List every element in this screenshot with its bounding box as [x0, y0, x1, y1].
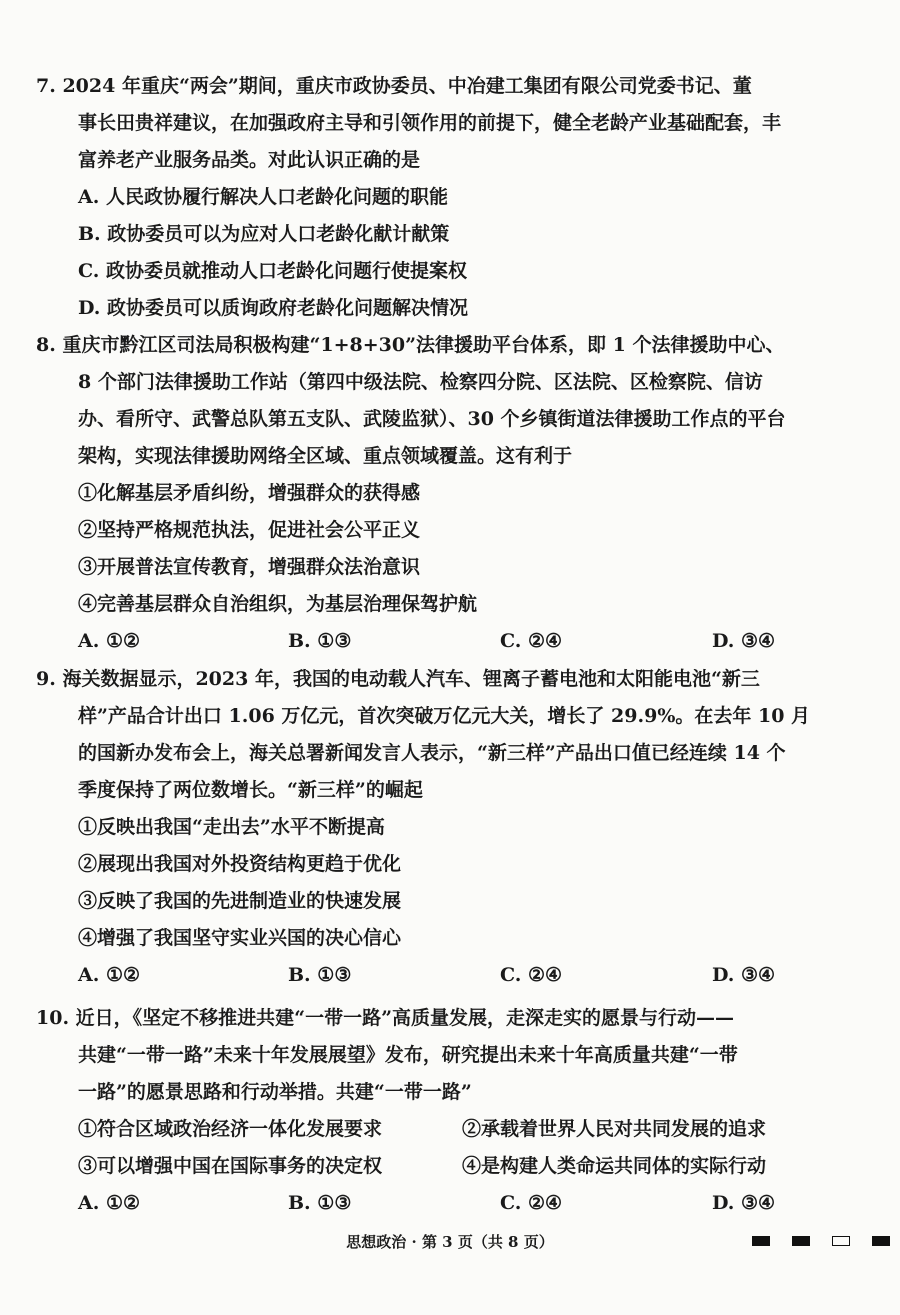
statement-item: ③可以增强中国在国际事务的决定权 [78, 1155, 383, 1177]
statement-item: ②承载着世界人民对共同发展的追求 [462, 1118, 767, 1140]
choice-d: D. ③④ [712, 630, 776, 652]
question-stem-line: 7. 2024 年重庆“两会”期间，重庆市政协委员、中冶建工集团有限公司党委书记、董 [36, 75, 752, 97]
choice-b: B. ①③ [288, 630, 352, 652]
choice-a: A. ①② [78, 630, 141, 652]
question-stem-line: 架构，实现法律援助网络全区域、重点领域覆盖。这有利于 [78, 445, 573, 467]
statement-item: ④增强了我国坚守实业兴国的决心信心 [78, 927, 402, 949]
question-9 [36, 661, 876, 994]
filled-mark-icon [792, 1236, 810, 1246]
option-b: B. 政协委员可以为应对人口老龄化献计献策 [78, 223, 450, 245]
question-7 [36, 68, 876, 327]
question-8 [36, 327, 876, 660]
choice-b: B. ①③ [288, 964, 352, 986]
statement-item: ①反映出我国“走出去”水平不断提高 [78, 816, 385, 838]
question-stem-line: 事长田贵祥建议，在加强政府主导和引领作用的前提下，健全老龄产业基础配套，丰 [78, 112, 782, 134]
statement-item: ①化解基层矛盾纠纷，增强群众的获得感 [78, 482, 421, 504]
question-stem-line: 样”产品合计出口 1.06 万亿元，首次突破万亿元大关，增长了 29.9%。在去年 10 月 [78, 705, 811, 727]
statement-item: ③反映了我国的先进制造业的快速发展 [78, 890, 402, 912]
statement-row [36, 1111, 876, 1148]
choice-c: C. ②④ [500, 964, 563, 986]
statement-row [36, 1148, 876, 1185]
question-stem-line: 富养老产业服务品类。对此认识正确的是 [78, 149, 421, 171]
question-stem-line: 共建“一带一路”未来十年发展展望》发布，研究提出未来十年高质量共建“一带 [78, 1044, 738, 1066]
statement-item: ④完善基层群众自治组织，为基层治理保驾护航 [78, 593, 478, 615]
answer-choices [36, 957, 876, 994]
question-stem-line: 的国新办发布会上，海关总署新闻发言人表示，“新三样”产品出口值已经连续 14 个 [78, 742, 786, 764]
question-stem-line: 一路”的愿景思路和行动举措。共建“一带一路” [78, 1081, 472, 1103]
question-stem-line: 9. 海关数据显示，2023 年，我国的电动载人汽车、锂离子蓄电池和太阳能电池“新三 [36, 668, 760, 690]
question-stem-line: 办、看所守、武警总队第五支队、武陵监狱）、30 个乡镇街道法律援助工作点的平台 [78, 408, 786, 430]
statement-item: ②展现出我国对外投资结构更趋于优化 [78, 853, 402, 875]
statement-item: ④是构建人类命运共同体的实际行动 [462, 1155, 767, 1177]
statement-item: ②坚持严格规范执法，促进社会公平正义 [78, 519, 421, 541]
choice-a: A. ①② [78, 964, 141, 986]
question-10 [36, 1000, 876, 1222]
statement-item: ③开展普法宣传教育，增强群众法治意识 [78, 556, 421, 578]
question-stem-line: 8. 重庆市黔江区司法局积极构建“1+8+30”法律援助平台体系，即 1 个法律援助中心、 [36, 334, 785, 356]
option-d: D. 政协委员可以质询政府老龄化问题解决情况 [78, 297, 469, 319]
page-footer: 思想政治 · 第 3 页（共 8 页） [346, 1233, 554, 1251]
filled-mark-icon [872, 1236, 890, 1246]
choice-c: C. ②④ [500, 630, 563, 652]
answer-choices [36, 1185, 876, 1222]
choice-b: B. ①③ [288, 1192, 352, 1214]
answer-choices [36, 623, 876, 660]
question-stem-line: 8 个部门法律援助工作站（第四中级法院、检察四分院、区法院、区检察院、信访 [78, 371, 763, 393]
statement-item: ①符合区域政治经济一体化发展要求 [78, 1118, 383, 1140]
option-a: A. 人民政协履行解决人口老龄化问题的职能 [78, 186, 448, 208]
question-stem-line: 10. 近日，《坚定不移推进共建“一带一路”高质量发展，走深走实的愿景与行动—— [36, 1007, 735, 1029]
question-stem-line: 季度保持了两位数增长。“新三样”的崛起 [78, 779, 423, 801]
choice-c: C. ②④ [500, 1192, 563, 1214]
hollow-mark-icon [832, 1236, 850, 1246]
choice-d: D. ③④ [712, 1192, 776, 1214]
choice-a: A. ①② [78, 1192, 141, 1214]
option-c: C. 政协委员就推动人口老龄化问题行使提案权 [78, 260, 468, 282]
choice-d: D. ③④ [712, 964, 776, 986]
filled-mark-icon [752, 1236, 770, 1246]
